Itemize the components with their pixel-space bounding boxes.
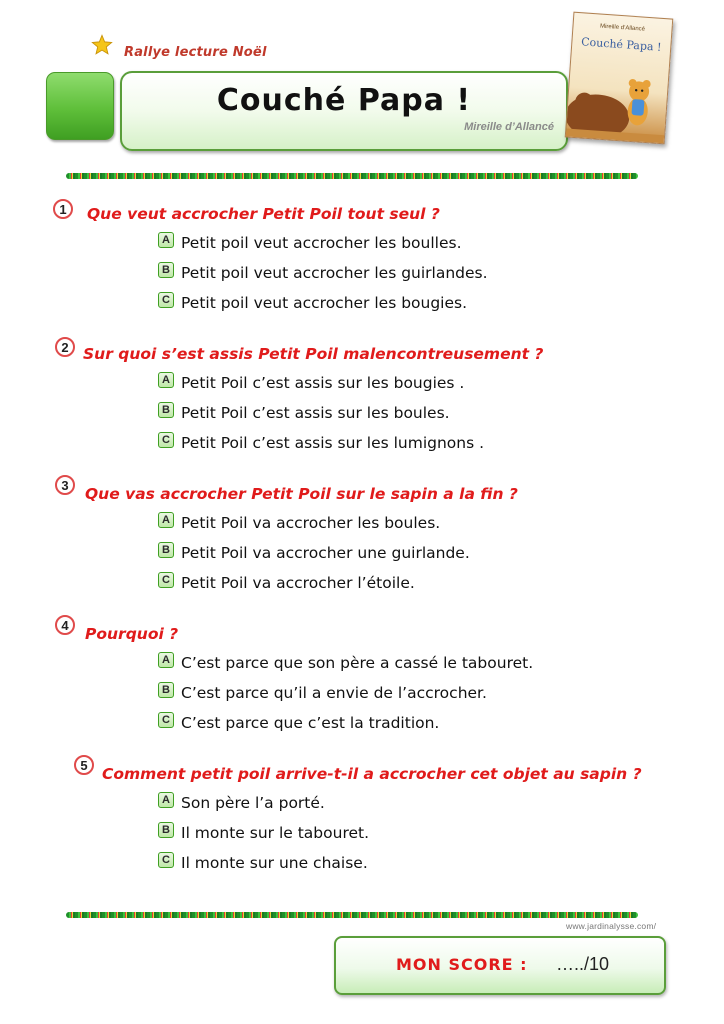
option-a-checkbox[interactable]: A: [158, 792, 174, 808]
garland-divider-bottom: [66, 912, 638, 918]
bears-illustration: [566, 63, 669, 144]
question-text: Pourquoi ?: [85, 625, 179, 643]
option-b-checkbox[interactable]: B: [158, 682, 174, 698]
option-b-text: C’est parce qu’il a envie de l’accrocher.: [181, 684, 487, 702]
option-b-checkbox[interactable]: B: [158, 402, 174, 418]
score-box: [334, 936, 666, 995]
author-name: Mireille d’Allancé: [464, 121, 554, 133]
option-a-checkbox[interactable]: A: [158, 372, 174, 388]
option-a-text: Petit poil veut accrocher les boulles.: [181, 234, 462, 252]
option-c-checkbox[interactable]: C: [158, 852, 174, 868]
option-c-text: C’est parce que c’est la tradition.: [181, 714, 440, 732]
option-b-checkbox[interactable]: B: [158, 822, 174, 838]
option-c-checkbox[interactable]: C: [158, 572, 174, 588]
book-cover-title: Couché Papa !: [580, 35, 662, 54]
option-a-text: Petit Poil c’est assis sur les bougies .: [181, 374, 465, 392]
option-a-checkbox[interactable]: A: [158, 512, 174, 528]
page-title: Couché Papa !: [216, 83, 472, 118]
title-box: [120, 71, 568, 151]
option-a-text: C’est parce que son père a cassé le tabouret.: [181, 654, 534, 672]
option-b-text: Petit Poil c’est assis sur les boules.: [181, 404, 450, 422]
question-text: Sur quoi s’est assis Petit Poil malencontreusement ?: [83, 345, 544, 363]
score-label: MON SCORE :: [396, 955, 528, 974]
question-number-badge: 4: [55, 615, 75, 635]
option-b-text: Petit Poil va accrocher une guirlande.: [181, 544, 470, 562]
garland-divider-top: [66, 173, 638, 179]
question-text: Comment petit poil arrive-t-il a accrocher cet objet au sapin ?: [102, 765, 642, 783]
option-c-text: Il monte sur une chaise.: [181, 854, 368, 872]
green-decoration-square: [46, 72, 114, 140]
question-number-badge: 1: [53, 199, 73, 219]
option-c-text: Petit Poil c’est assis sur les lumignons .: [181, 434, 485, 452]
option-b-checkbox[interactable]: B: [158, 262, 174, 278]
option-b-text: Il monte sur le tabouret.: [181, 824, 370, 842]
question-number-badge: 2: [55, 337, 75, 357]
option-a-text: Son père l’a porté.: [181, 794, 325, 812]
option-c-checkbox[interactable]: C: [158, 292, 174, 308]
option-c-text: Petit poil veut accrocher les bougies.: [181, 294, 468, 312]
option-b-text: Petit poil veut accrocher les guirlandes.: [181, 264, 488, 282]
website-url: www.jardinalysse.com/: [566, 921, 657, 931]
option-a-text: Petit Poil va accrocher les boules.: [181, 514, 441, 532]
option-c-checkbox[interactable]: C: [158, 432, 174, 448]
option-c-checkbox[interactable]: C: [158, 712, 174, 728]
question-text: Que veut accrocher Petit Poil tout seul ?: [87, 205, 440, 223]
option-b-checkbox[interactable]: B: [158, 542, 174, 558]
question-number-badge: 3: [55, 475, 75, 495]
question-text: Que vas accrocher Petit Poil sur le sapin a la fin ?: [85, 485, 518, 503]
question-number-badge: 5: [74, 755, 94, 775]
book-cover-author: Mireille d’Allancé: [599, 23, 646, 33]
option-a-checkbox[interactable]: A: [158, 652, 174, 668]
score-value[interactable]: …../10: [556, 954, 610, 974]
book-cover-image: [565, 12, 674, 145]
series-label: Rallye lecture Noël: [124, 45, 267, 60]
option-a-checkbox[interactable]: A: [158, 232, 174, 248]
star-icon: [91, 34, 113, 56]
option-c-text: Petit Poil va accrocher l’étoile.: [181, 574, 415, 592]
